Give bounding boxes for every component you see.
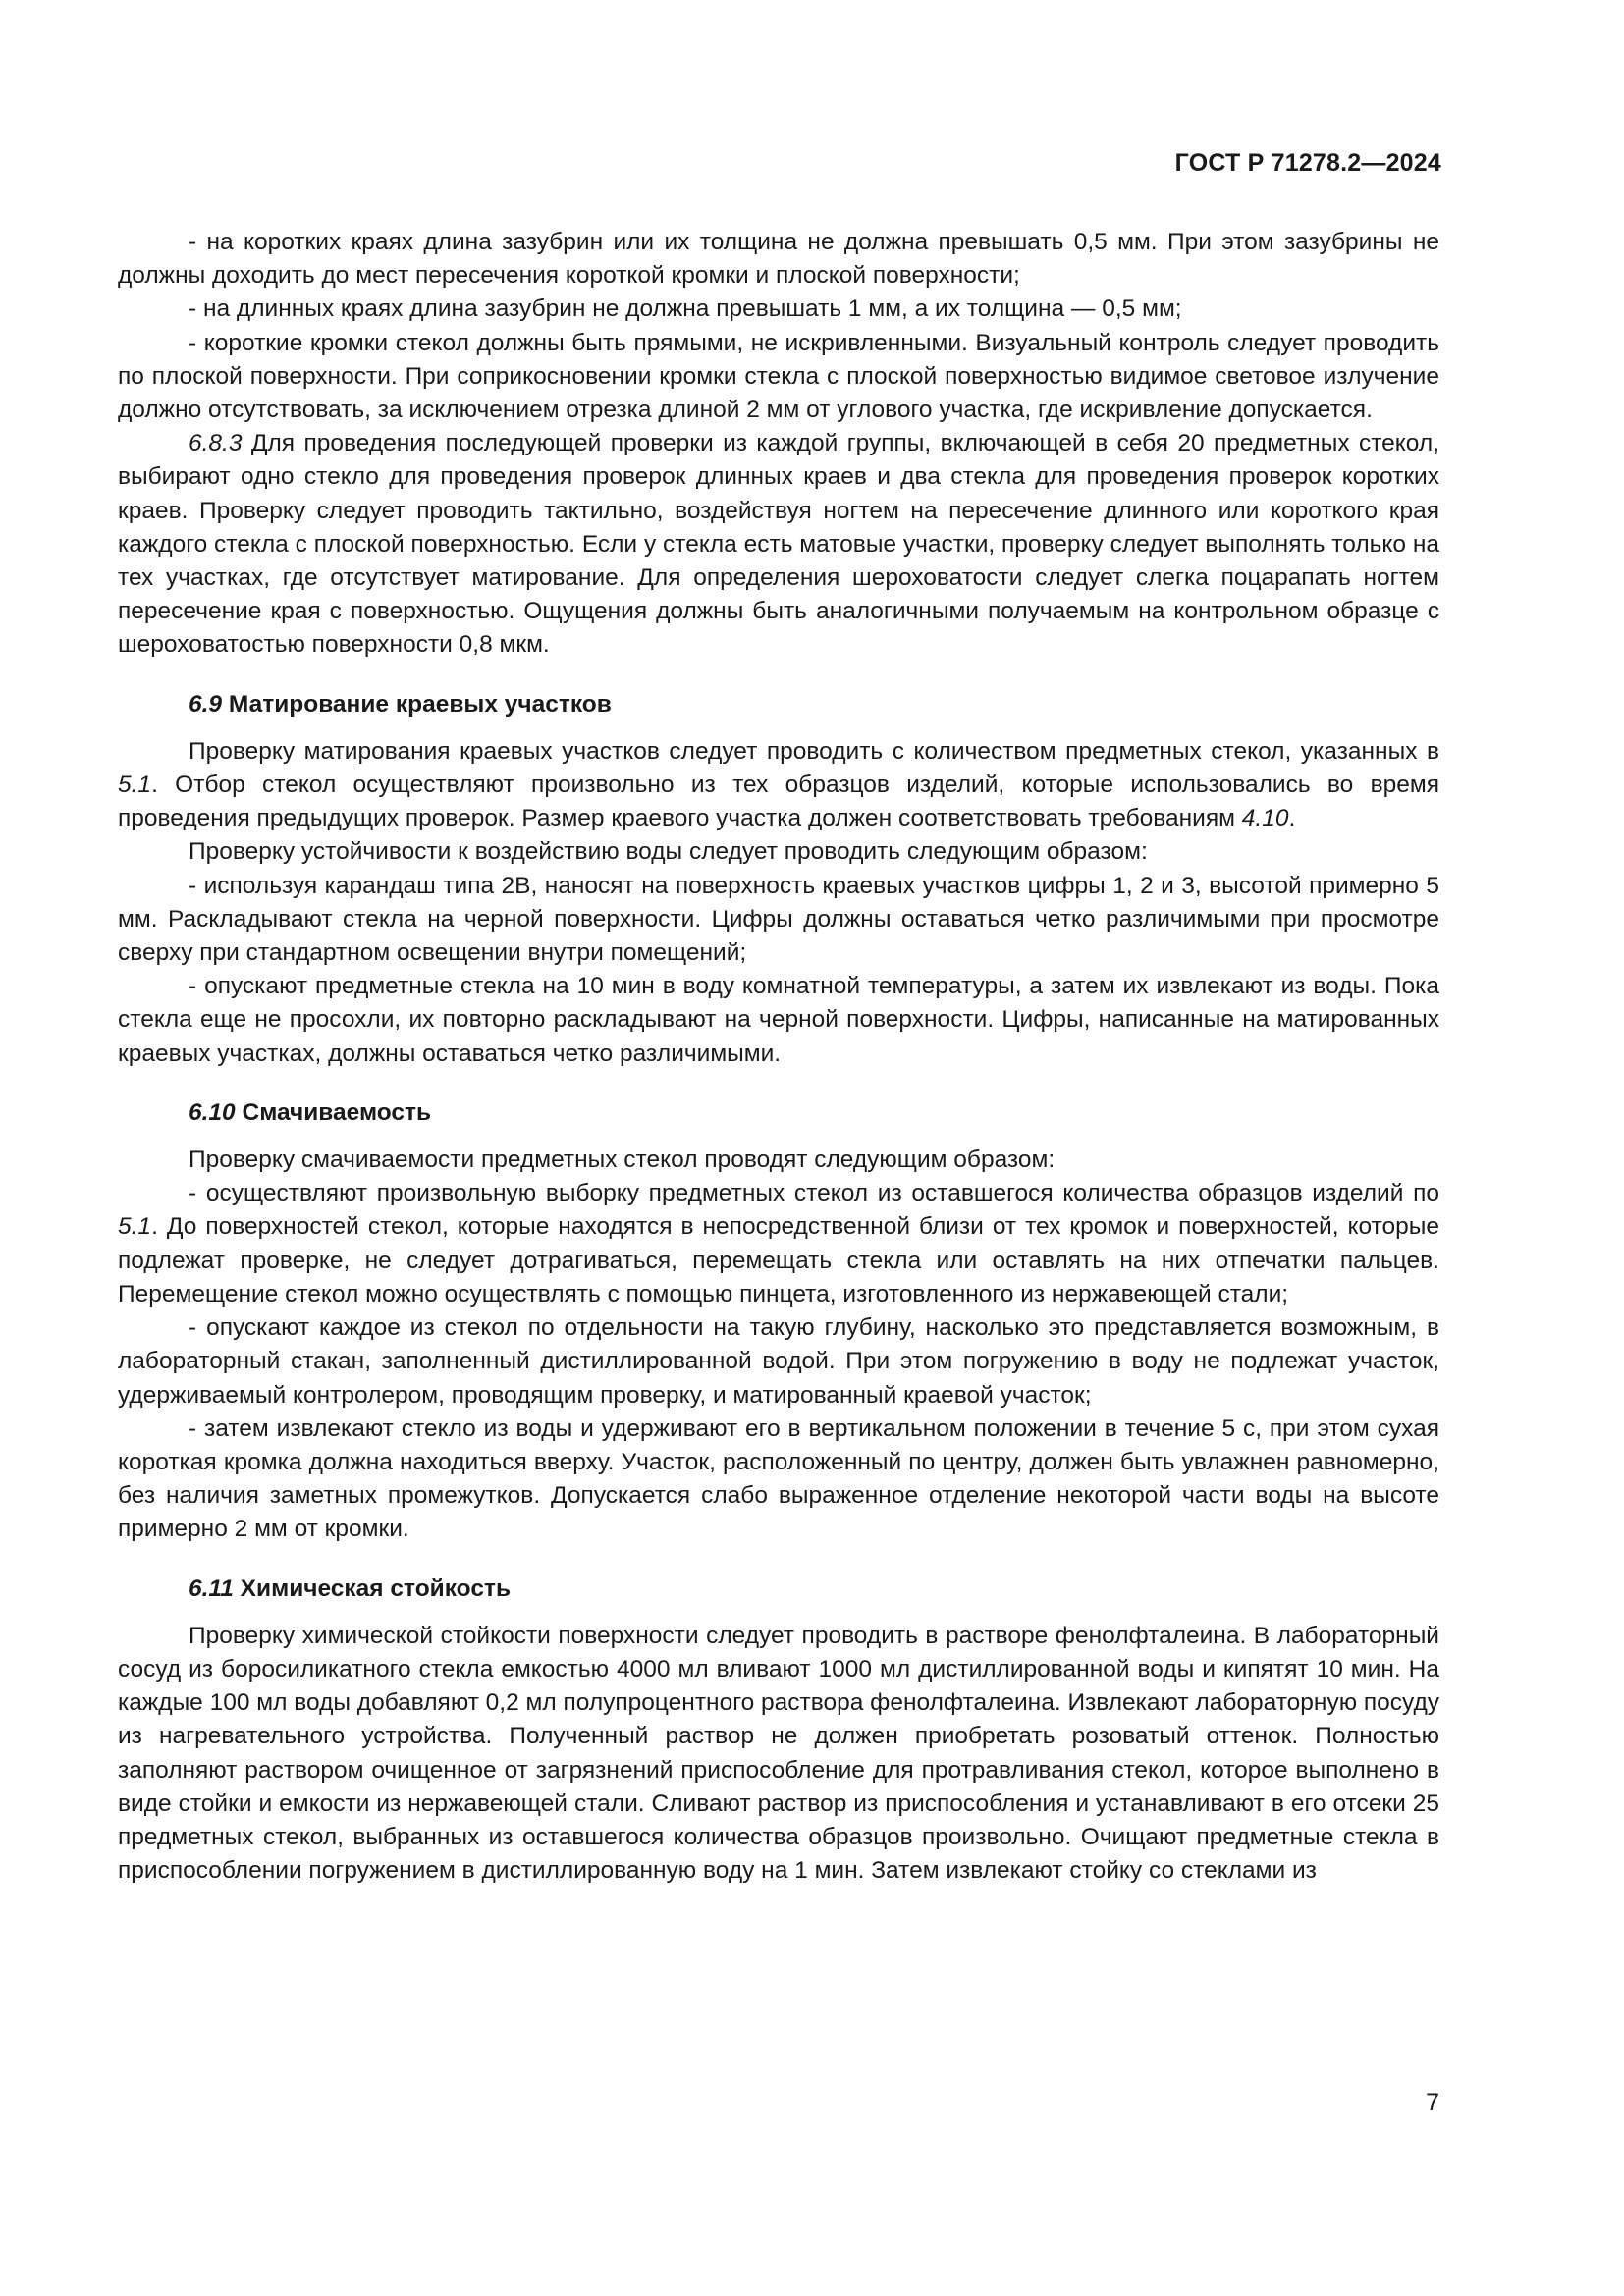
section-number: 6.10 <box>189 1098 236 1126</box>
section-title: Химическая стойкость <box>233 1575 512 1602</box>
page-number: 7 <box>1426 2089 1439 2116</box>
document-body <box>118 226 1439 1888</box>
list-item: - используя карандаш типа 2В, наносят на поверхность краевых участков цифры 1, 2 и 3, высотой примерно 5 мм. Раскладывают стекла на черной поверхности. Цифры должны оставаться четко различимыми при просмотре сверху при стандартном освещении внутри помещений; <box>118 872 1439 967</box>
section-title: Матирование краевых участков <box>222 690 612 718</box>
section-number: 6.9 <box>189 690 223 718</box>
clause-text: Для проведения последующей проверки из каждой группы, включающей в себя 20 предметных стекол, выбирают одно стекло для проведения проверок длинных краев и два стекла для проведения проверок коротких краев. Проверку следует проводить тактильно, воздействуя ногтем на пересечение длинного или короткого края каждого стекла с плоской поверхностью. Если у стекла есть матовые участки, проверку следует выполнять только на тех участках, где отсутствует матирование. Для определения шероховатости следует слегка поцарапать ногтем пересечение края с поверхностью. Ощущения должны быть аналогичными получаемым на контрольном образце с шероховатостью поверхности 0,8 мкм. <box>118 430 1439 659</box>
paragraph: Проверку химической стойкости поверхности следует проводить в растворе фенолфталеина. В лабораторный сосуд из боросиликатного стекла емкостью 4000 мл вливают 1000 мл дистиллированной воды и кипятят 10 мин. На каждые 100 мл воды добавляют 0,2 мл полупроцентного раствора фенолфталеина. Извлекают лабораторную посуду из нагревательного устройства. Полученный раствор не должен приобретать розоватый оттенок. Полностью заполняют раствором очищенное от загрязнений приспособление для протравливания стекол, которое выполнено в виде стойки и емкости из нержавеющей стали. Сливают раствор из приспособления и устанавливают в его отсеки 25 предметных стекол, выбранных из оставшегося количества образцов произвольно. Очищают предметные стекла в приспособлении погружением в дистиллированную воду на 1 мин. Затем извлекают стойку со стеклами из <box>118 1622 1439 1885</box>
cross-reference: 5.1 <box>118 1213 152 1241</box>
list-item: - опускают предметные стекла на 10 мин в воду комнатной температуры, а затем их извлекают из воды. Пока стекла еще не просохли, их повторно раскладывают на черной поверхности. Цифры, написанные на матированных краевых участках, должны оставаться четко различимыми. <box>118 973 1439 1067</box>
document-header: ГОСТ Р 71278.2—2024 <box>1174 149 1441 177</box>
clause-6-8-3 <box>118 427 1439 662</box>
cross-reference: 5.1 <box>118 772 152 799</box>
list-item: - на коротких краях длина зазубрин или их толщина не должна превышать 0,5 мм. При этом зазубрины не должны доходить до мест пересечения короткой кромки и плоской поверхности; <box>118 229 1439 290</box>
paragraph: Проверку устойчивости к воздействию воды следует проводить следующим образом: <box>189 838 1148 866</box>
list-item: - на длинных краях длина зазубрин не должна превышать 1 мм, а их толщина — 0,5 мм; <box>189 295 1182 323</box>
list-item: - опускают каждое из стекол по отдельности на такую глубину, насколько это представляется возможным, в лабораторный стакан, заполненный дистиллированной водой. При этом погружению в воду не подлежат участок, удерживаемый контролером, проводящим проверку, и матированный краевой участок; <box>118 1314 1439 1409</box>
section-heading-6-9 <box>118 688 1439 721</box>
list-item: - затем извлекают стекло из воды и удерживают его в вертикальном положении в течение 5 с, при этом сухая короткая кромка должна находиться вверху. Участок, расположенный по центру, должен быть увлажнен равномерно, без наличия заметных промежутков. Допускается слабо выраженное отделение некоторой части воды на высоте примерно 2 мм от кромки. <box>118 1415 1439 1543</box>
section-number: 6.11 <box>189 1575 234 1602</box>
clause-number: 6.8.3 <box>189 430 243 457</box>
list-item: - короткие кромки стекол должны быть прямыми, не искривленными. Визуальный контроль следует проводить по плоской поверхности. При соприкосновении кромки стекла с плоской поверхностью видимое световое излучение должно отсутствовать, за исключением отрезка длиной 2 мм от углового участка, где искривление допускается. <box>118 329 1439 424</box>
section-heading-6-11 <box>118 1573 1439 1606</box>
paragraph-text: - осуществляют произвольную выборку предметных стекол из оставшегося количества образцов изделий по <box>189 1180 1439 1207</box>
cross-reference: 4.10 <box>1241 805 1289 832</box>
paragraph <box>118 735 1439 836</box>
paragraph-text: . Отбор стекол осуществляют произвольно из тех образцов изделий, которые использовались во время проведения предыдущих проверок. Размер краевого участка должен соответствовать требованиям <box>118 772 1439 832</box>
paragraph-text: . До поверхностей стекол, которые находятся в непосредственной близи от тех кромок и поверхностей, которые подлежат проверке, не следует дотрагиваться, перемещать стекла или оставлять на них отпечатки пальцев. Перемещение стекол можно осуществлять с помощью пинцета, изготовленного из нержавеющей стали; <box>118 1213 1439 1308</box>
section-heading-6-10 <box>118 1096 1439 1130</box>
paragraph-text: Проверку матирования краевых участков следует проводить с количеством предметных стекол, указанных в <box>189 737 1439 765</box>
paragraph-text: . <box>1288 805 1296 832</box>
paragraph: Проверку смачиваемости предметных стекол проводят следующим образом: <box>189 1147 1056 1174</box>
list-item <box>118 1177 1439 1311</box>
section-title: Смачиваемость <box>235 1098 432 1126</box>
